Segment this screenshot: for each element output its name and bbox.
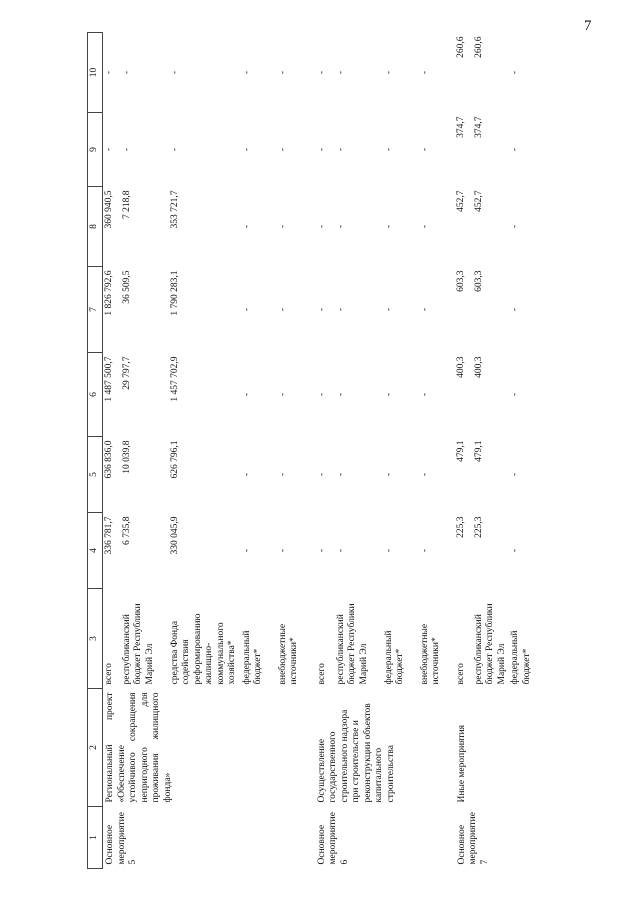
- col-header-9: 9: [88, 113, 103, 187]
- value-cell: -: [241, 472, 252, 477]
- value-cell: -: [510, 224, 521, 229]
- value-cell: 1 826 792,6: [104, 270, 114, 316]
- funding-source: республиканский бюджет Республики Марий Эл: [335, 603, 369, 685]
- value-cell: 336 781,7: [104, 516, 114, 555]
- value-cell: -: [316, 472, 327, 477]
- value-cell: -: [383, 472, 394, 477]
- funding-source: внебюджетные источники*: [277, 623, 300, 685]
- page-number: 7: [584, 18, 592, 34]
- value-cell: -: [510, 307, 521, 312]
- table-row: [103, 33, 121, 869]
- value-cell: 479,1: [455, 440, 466, 462]
- value-cell: 400,3: [473, 356, 484, 378]
- value-cell: -: [335, 392, 346, 397]
- value-cell: -: [316, 548, 327, 553]
- funding-source: республиканский бюджет Республики Марий Эл: [121, 603, 155, 685]
- value-cell: -: [335, 548, 346, 553]
- col-header-2: 2: [88, 689, 103, 807]
- value-cell: 225,3: [473, 516, 484, 538]
- value-cell: -: [316, 224, 327, 229]
- value-cell: -: [241, 307, 252, 312]
- col-header-10: 10: [88, 33, 103, 113]
- value-cell: -: [335, 224, 346, 229]
- value-cell: -: [277, 472, 288, 477]
- col-header-5: 5: [88, 437, 103, 513]
- value-cell: -: [335, 307, 346, 312]
- value-cell: 374,7: [455, 116, 466, 138]
- value-cell: -: [277, 392, 288, 397]
- table-row: [455, 33, 473, 869]
- value-cell: -: [241, 224, 252, 229]
- funding-source: федеральный бюджет*: [510, 630, 532, 685]
- value-cell: -: [383, 147, 394, 152]
- funding-source: всего: [104, 663, 114, 685]
- value-cell: -: [277, 224, 288, 229]
- value-cell: -: [277, 147, 288, 152]
- value-cell: -: [383, 392, 394, 397]
- value-cell: -: [335, 70, 346, 75]
- value-cell: -: [419, 548, 430, 553]
- value-cell: -: [121, 147, 132, 152]
- value-cell: -: [383, 224, 394, 229]
- value-cell: 452,7: [473, 190, 484, 212]
- value-cell: -: [104, 147, 114, 152]
- value-cell: 1 790 283,1: [169, 270, 180, 316]
- value-cell: -: [277, 548, 288, 553]
- value-cell: 360 940,5: [104, 190, 114, 229]
- col-header-3: 3: [88, 589, 103, 689]
- value-cell: -: [277, 70, 288, 75]
- col-header-1: 1: [88, 807, 103, 869]
- value-cell: 479,1: [473, 440, 484, 462]
- value-cell: -: [510, 392, 521, 397]
- value-cell: 36 509,5: [121, 270, 132, 304]
- header-row: [88, 33, 103, 869]
- value-cell: -: [335, 472, 346, 477]
- funding-source: федеральный бюджет*: [383, 630, 406, 685]
- activity-name: Основное мероприятие 7: [456, 812, 490, 865]
- col-header-8: 8: [88, 187, 103, 267]
- funding-source: всего: [316, 663, 327, 685]
- value-cell: -: [510, 472, 521, 477]
- value-cell: -: [419, 392, 430, 397]
- value-cell: -: [383, 307, 394, 312]
- activity-description: Региональный проект «Обеспечение устойчивого сокращения непригодного для проживания жилищного фонда»: [105, 692, 173, 803]
- value-cell: 260,6: [455, 36, 466, 58]
- activity-description: Осуществление государственного строительного надзора при строительстве и реконструкции объектов капитального строительства: [316, 703, 396, 803]
- col-header-7: 7: [88, 267, 103, 353]
- value-cell: -: [383, 548, 394, 553]
- activity-name: Основное мероприятие 5: [105, 812, 139, 865]
- col-header-6: 6: [88, 353, 103, 437]
- value-cell: -: [104, 70, 114, 75]
- value-cell: -: [419, 70, 430, 75]
- value-cell: -: [241, 70, 252, 75]
- value-cell: -: [316, 307, 327, 312]
- value-cell: -: [316, 392, 327, 397]
- value-cell: 330 045,9: [169, 516, 180, 555]
- value-cell: 1 487 500,7: [104, 356, 114, 402]
- value-cell: 452,7: [455, 190, 466, 212]
- value-cell: 603,3: [455, 270, 466, 292]
- value-cell: -: [419, 147, 430, 152]
- value-cell: -: [121, 70, 132, 75]
- funding-table: [87, 32, 537, 869]
- value-cell: 29 797,7: [121, 356, 132, 390]
- table-header: [88, 33, 103, 869]
- value-cell: 225,3: [455, 516, 466, 538]
- funding-source: средства Фонда содействия реформированию жилищно-коммунального хозяйства*: [169, 613, 238, 685]
- value-cell: 374,7: [473, 116, 484, 138]
- value-cell: 10 039,8: [121, 440, 132, 474]
- funding-source: всего: [455, 663, 466, 685]
- value-cell: 626 796,1: [169, 440, 180, 479]
- value-cell: 7 218,8: [121, 190, 132, 219]
- value-cell: 353 721,7: [169, 190, 180, 229]
- rotated-table-wrapper: [87, 33, 535, 869]
- funding-source: республиканский бюджет Республики Марий Эл: [473, 603, 507, 685]
- col-header-4: 4: [88, 513, 103, 589]
- value-cell: -: [241, 392, 252, 397]
- value-cell: -: [335, 147, 346, 152]
- value-cell: -: [419, 307, 430, 312]
- table-row: [313, 33, 335, 869]
- value-cell: -: [419, 472, 430, 477]
- value-cell: -: [241, 147, 252, 152]
- value-cell: -: [277, 307, 288, 312]
- funding-source: внебюджетные источники*: [419, 623, 442, 685]
- value-cell: -: [169, 147, 180, 152]
- funding-source: федеральный бюджет*: [241, 630, 264, 685]
- activity-name: Основное мероприятие 6: [316, 812, 350, 865]
- value-cell: 400,3: [455, 356, 466, 378]
- value-cell: 636 836,0: [104, 440, 114, 479]
- table-body: [103, 33, 538, 869]
- value-cell: 1 457 702,9: [169, 356, 180, 402]
- value-cell: -: [241, 548, 252, 553]
- activity-description: Иные мероприятия: [456, 724, 467, 803]
- value-cell: -: [419, 224, 430, 229]
- value-cell: -: [510, 70, 521, 75]
- value-cell: -: [383, 70, 394, 75]
- value-cell: -: [169, 70, 180, 75]
- value-cell: 6 735,8: [121, 516, 132, 545]
- value-cell: 260,6: [473, 36, 484, 58]
- value-cell: -: [316, 147, 327, 152]
- value-cell: 603,3: [473, 270, 484, 292]
- value-cell: -: [510, 147, 521, 152]
- value-cell: -: [510, 548, 521, 553]
- value-cell: -: [316, 70, 327, 75]
